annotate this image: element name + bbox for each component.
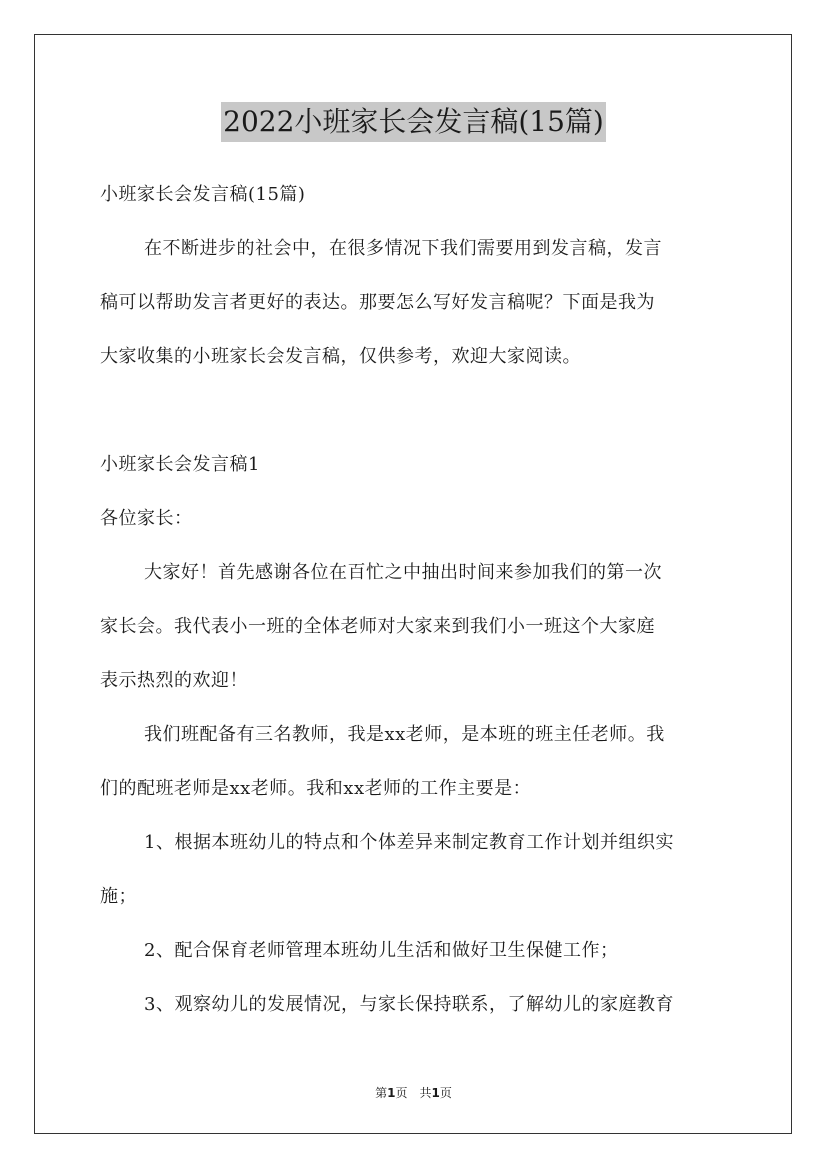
subtitle-line: 小班家长会发言稿(15篇) — [100, 184, 306, 205]
paragraph-line: 大家收集的小班家长会发言稿，仅供参考，欢迎大家阅读。 — [100, 346, 581, 367]
paragraph-line: 家长会。我代表小一班的全体老师对大家来到我们小一班这个大家庭 — [100, 616, 655, 637]
page-prefix: 第 — [375, 1086, 388, 1100]
salutation-line: 各位家长： — [100, 508, 193, 529]
list-item-line: 施； — [100, 886, 137, 907]
list-item-line: 2、配合保育老师管理本班幼儿生活和做好卫生保健工作； — [144, 940, 619, 961]
paragraph-line: 们的配班老师是xx老师。我和xx老师的工作主要是： — [100, 778, 532, 799]
title-wrap — [0, 102, 827, 142]
paragraph-line: 大家好！首先感谢各位在百忙之中抽出时间来参加我们的第一次 — [144, 562, 662, 583]
paragraph-line: 我们班配备有三名教师，我是xx老师，是本班的班主任老师。我 — [144, 724, 665, 745]
page-total: 1 — [431, 1086, 440, 1100]
page-mid: 页 共 — [395, 1086, 432, 1100]
list-item-line: 1、根据本班幼儿的特点和个体差异来制定教育工作计划并组织实 — [144, 832, 674, 853]
section-heading: 小班家长会发言稿1 — [100, 454, 260, 475]
paragraph-line: 稿可以帮助发言者更好的表达。那要怎么写好发言稿呢？下面是我为 — [100, 292, 655, 313]
page-footer — [0, 1085, 827, 1101]
page-current: 1 — [387, 1086, 396, 1100]
document-title: 2022小班家长会发言稿(15篇) — [221, 102, 606, 142]
paragraph-line: 在不断进步的社会中，在很多情况下我们需要用到发言稿，发言 — [144, 238, 662, 259]
paragraph-line: 表示热烈的欢迎！ — [100, 670, 248, 691]
page-suffix: 页 — [439, 1086, 452, 1100]
list-item-line: 3、观察幼儿的发展情况，与家长保持联系，了解幼儿的家庭教育 — [144, 994, 674, 1015]
